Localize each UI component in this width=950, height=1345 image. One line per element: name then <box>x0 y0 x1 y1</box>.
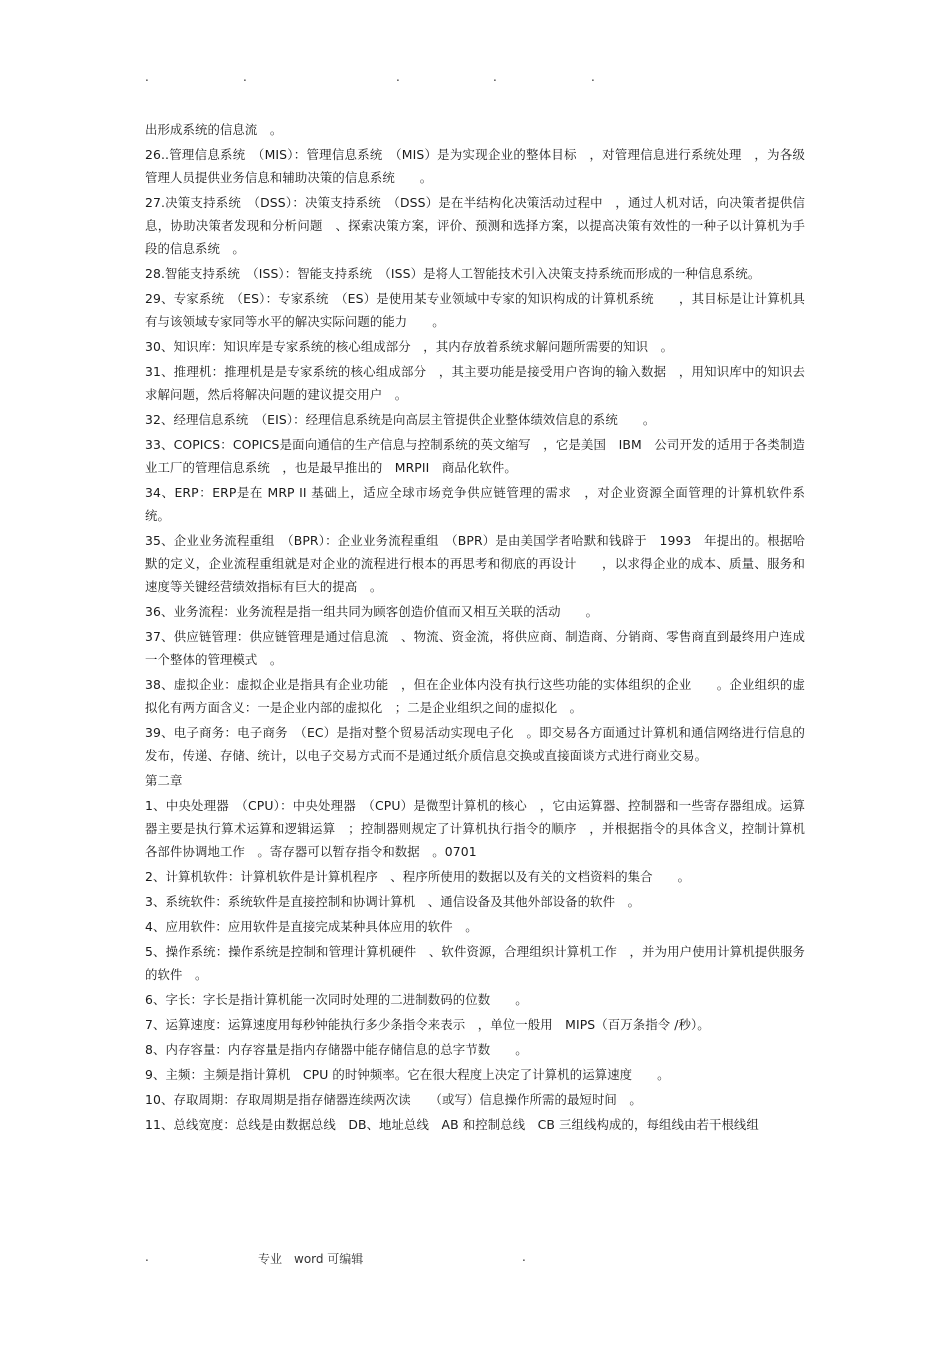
paragraph: 8、内存容量：内存容量是指内存储器中能存储信息的总字节数 。 <box>145 1042 528 1057</box>
header-dot: . <box>493 70 497 84</box>
paragraph: 35、企业业务流程重组 （BPR）：企业业务流程重组 （BPR）是由美国学者哈默和钱辟于 1993 年提出的。根据哈默的定义，企业流程重组就是对企业的流程进行根本的再思考和彻底的再设计 ，以求得企业的成本、质量、服务和速度等关键经营绩效指标有巨大的提高 。 <box>145 533 805 594</box>
paragraph: 31、推理机：推理机是是专家系统的核心组成部分 ，其主要功能是接受用户咨询的输入数据 ，用知识库中的知识去求解问题，然后将解决问题的建议提交用户 。 <box>145 364 805 402</box>
paragraph: 1、中央处理器 （CPU）：中央处理器 （CPU）是微型计算机的核心 ，它由运算器、控制器和一些寄存器组成。运算器主要是执行算术运算和逻辑运算 ；控制器则规定了计算机执行指令的顺序 ，并根据指令的具体含义，控制计算机各部件协调地工作 。寄存器可以暂存指令和数据 。0701 <box>145 798 805 859</box>
header-dot: . <box>145 70 149 84</box>
paragraph: 9、主频：主频是指计算机 CPU 的时钟频率。它在很大程度上决定了计算机的运算速度 。 <box>145 1067 670 1082</box>
paragraph: 34、ERP：ERP是在 MRP II 基础上，适应全球市场竞争供应链管理的需求 ，对企业资源全面管理的计算机软件系统。 <box>145 485 805 523</box>
paragraph: 5、操作系统：操作系统是控制和管理计算机硬件 、软件资源，合理组织计算机工作 ，并为用户使用计算机提供服务的软件 。 <box>145 944 805 982</box>
paragraph: 28.智能支持系统 （ISS）：智能支持系统 （ISS）是将人工智能技术引入决策支持系统而形成的一种信息系统。 <box>145 266 761 281</box>
header-dot: . <box>591 70 595 84</box>
chapter-heading: 第二章 <box>145 773 183 788</box>
paragraph: 33、COPICS：COPICS是面向通信的生产信息与控制系统的英文缩写 ，它是美国 IBM 公司开发的适用于各类制造业工厂的管理信息系统 ，也是最早推出的 MRPII 商品化软件。 <box>145 437 805 475</box>
header-dot: . <box>243 70 247 84</box>
paragraph: 7、运算速度：运算速度用每秒钟能执行多少条指令来表示 ，单位一般用 MIPS（百万条指令 /秒）。 <box>145 1017 710 1032</box>
paragraph: 32、经理信息系统 （EIS）：经理信息系统是向高层主管提供企业整体绩效信息的系统 。 <box>145 412 656 427</box>
paragraph: 36、业务流程：业务流程是指一组共同为顾客创造价值而又相互关联的活动 。 <box>145 604 599 619</box>
paragraph: 30、知识库：知识库是专家系统的核心组成部分 ，其内存放着系统求解问题所需要的知识 。 <box>145 339 674 354</box>
paragraph: 4、应用软件：应用软件是直接完成某种具体应用的软件 。 <box>145 919 478 934</box>
footer-text: 专业 word 可编辑 <box>258 1252 364 1266</box>
paragraph: 3、系统软件：系统软件是直接控制和协调计算机 、通信设备及其他外部设备的软件 。 <box>145 894 641 909</box>
paragraph: 38、虚拟企业：虚拟企业是指具有企业功能 ，但在企业体内没有执行这些功能的实体组织的企业 。企业组织的虚拟化有两方面含义：一是企业内部的虚拟化 ；二是企业组织之间的虚拟化 。 <box>145 677 805 715</box>
footer-dot-right: . <box>522 1250 526 1264</box>
paragraph: 6、字长：字长是指计算机能一次同时处理的二进制数码的位数 。 <box>145 992 528 1007</box>
paragraph: 27.决策支持系统 （DSS）：决策支持系统 （DSS）是在半结构化决策活动过程中 ，通过人机对话，向决策者提供信息，协助决策者发现和分析问题 、探索决策方案，评价、预测和选择方案，以提高决策有效性的一种子以计算机为手段的信息系统 。 <box>145 195 805 256</box>
header-dot: . <box>396 70 400 84</box>
footer-dot-left: . <box>145 1250 149 1264</box>
paragraph: 29、专家系统 （ES）：专家系统 （ES）是使用某专业领域中专家的知识构成的计算机系统 ，其目标是让计算机具有与该领域专家同等水平的解决实际问题的能力 。 <box>145 291 805 329</box>
paragraph: 39、电子商务：电子商务 （EC）是指对整个贸易活动实现电子化 。即交易各方面通过计算机和通信网络进行信息的发布，传递、存储、统计，以电子交易方式而不是通过纸介质信息交换或直接面谈方式进行商业交易。 <box>145 725 805 763</box>
paragraph: 26..管理信息系统 （MIS）：管理信息系统 （MIS）是为实现企业的整体目标 ，对管理信息进行系统处理 ，为各级管理人员提供业务信息和辅助决策的信息系统 。 <box>145 147 805 185</box>
document-body <box>145 118 805 1138</box>
page-footer <box>145 1250 545 1270</box>
paragraph: 37、供应链管理：供应链管理是通过信息流 、物流、资金流，将供应商、制造商、分销商、零售商直到最终用户连成一个整体的管理模式 。 <box>145 629 805 667</box>
header-dots <box>145 70 595 90</box>
paragraph: 出形成系统的信息流 。 <box>145 122 283 137</box>
paragraph: 10、存取周期：存取周期是指存储器连续两次读 （或写）信息操作所需的最短时间 。 <box>145 1092 642 1107</box>
paragraph: 2、计算机软件：计算机软件是计算机程序 、程序所使用的数据以及有关的文档资料的集合 。 <box>145 869 691 884</box>
paragraph: 11、总线宽度：总线是由数据总线 DB、地址总线 AB 和控制总线 CB 三组线构成的，每组线由若干根线组 <box>145 1117 759 1132</box>
